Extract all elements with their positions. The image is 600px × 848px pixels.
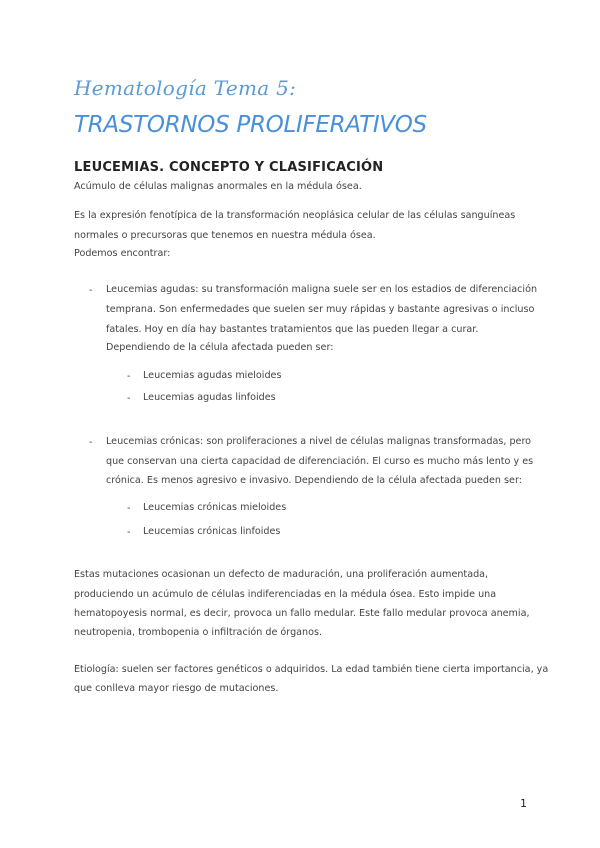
paragraph-line: que conlleva mayor riesgo de mutaciones.: [74, 683, 279, 694]
sub-list-item: Leucemias crónicas linfoides: [143, 526, 281, 537]
bullet-dash: -: [127, 503, 131, 514]
bullet-dash: -: [89, 285, 93, 296]
paragraph-line: neutropenia, trombopenia o infiltración de órganos.: [74, 627, 323, 638]
paragraph-line: Etiología: suelen ser factores genéticos o adquiridos. La edad también tiene cierta importancia, ya: [74, 664, 549, 675]
page-number: 1: [520, 797, 527, 810]
paragraph-line: hematopoyesis normal, es decir, provoca un fallo medular. Este fallo medular provoca anemia,: [74, 608, 530, 619]
list-item-line: Leucemias crónicas: son proliferaciones a nivel de células malignas transformadas, pero: [106, 436, 532, 447]
sub-list-item: Leucemias crónicas mieloides: [143, 502, 287, 513]
list-item-line: crónica. Es menos agresivo e invasivo. Dependiendo de la célula afectada pueden ser:: [106, 475, 522, 486]
list-item-line: Dependiendo de la célula afectada pueden ser:: [106, 342, 334, 353]
page-title: TRASTORNOS PROLIFERATIVOS: [74, 112, 427, 138]
topic-title: Hematología Tema 5:: [74, 76, 297, 100]
paragraph-line: normales o precursoras que tenemos en nuestra médula ósea.: [74, 230, 376, 241]
sub-list-item: Leucemias agudas linfoides: [143, 392, 276, 403]
intro-text: Acúmulo de células malignas anormales en la médula ósea.: [74, 181, 362, 192]
list-item-line: fatales. Hoy en día hay bastantes tratamientos que las pueden llegar a curar.: [106, 324, 479, 335]
bullet-dash: -: [89, 437, 93, 448]
sub-list-item: Leucemias agudas mieloides: [143, 370, 282, 381]
paragraph-line: Podemos encontrar:: [74, 248, 171, 259]
list-item-line: que conservan una cierta capacidad de diferenciación. El curso es mucho más lento y es: [106, 456, 534, 467]
paragraph-line: produciendo un acúmulo de células indiferenciadas en la médula ósea. Esto impide una: [74, 589, 497, 600]
bullet-dash: -: [127, 527, 131, 538]
list-item-line: temprana. Son enfermedades que suelen ser muy rápidas y bastante agresivas o incluso: [106, 304, 535, 315]
bullet-dash: -: [127, 393, 131, 404]
list-item-line: Leucemias agudas: su transformación maligna suele ser en los estadios de diferenciación: [106, 284, 538, 295]
paragraph-line: Es la expresión fenotípica de la transformación neoplásica celular de las células sanguíneas: [74, 210, 516, 221]
section-heading: LEUCEMIAS. CONCEPTO Y CLASIFICACIÓN: [74, 160, 384, 175]
paragraph-line: Estas mutaciones ocasionan un defecto de maduración, una proliferación aumentada,: [74, 569, 489, 580]
bullet-dash: -: [127, 371, 131, 382]
